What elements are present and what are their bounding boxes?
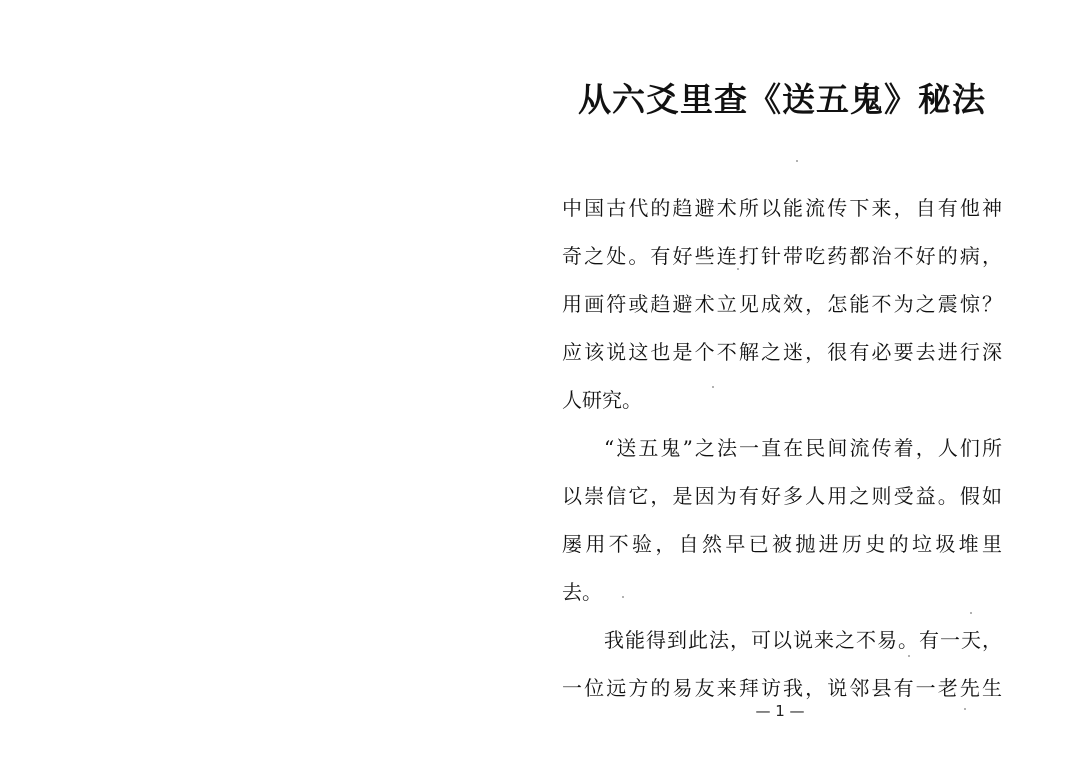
text-line: 屡用不验，自然早已被抛进历史的垃圾堆里 xyxy=(562,532,1002,556)
scan-speck xyxy=(970,612,972,614)
page-title: 从六爻里查《送五鬼》秘法 xyxy=(578,80,986,119)
scan-speck xyxy=(964,708,966,710)
text-line: 人研究。 xyxy=(562,388,642,412)
scan-speck xyxy=(712,386,714,388)
text-line: 去。 xyxy=(562,580,602,604)
text-line: 我能得到此法，可以说来之不易。有一天， xyxy=(604,628,1002,652)
text-line: 应该说这也是个不解之迷，很有必要去进行深 xyxy=(562,340,1002,364)
text-line: “送五鬼”之法一直在民间流传着，人们所 xyxy=(604,436,1002,460)
scan-speck xyxy=(796,160,798,162)
body-text xyxy=(562,190,1002,718)
scan-speck xyxy=(737,268,739,270)
text-line: 一位远方的易友来拜访我，说邻县有一老先生 xyxy=(562,676,1002,700)
text-line: 中国古代的趋避术所以能流传下来，自有他神 xyxy=(562,196,1002,220)
scan-speck xyxy=(622,596,624,598)
scan-speck xyxy=(908,655,910,657)
text-line: 用画符或趋避术立见成效，怎能不为之震惊？ xyxy=(562,292,1002,316)
text-line: 奇之处。有好些连打针带吃药都治不好的病， xyxy=(562,244,1002,268)
page-number: — 1 — xyxy=(755,702,805,720)
text-line: 以崇信它，是因为有好多人用之则受益。假如 xyxy=(562,484,1002,508)
